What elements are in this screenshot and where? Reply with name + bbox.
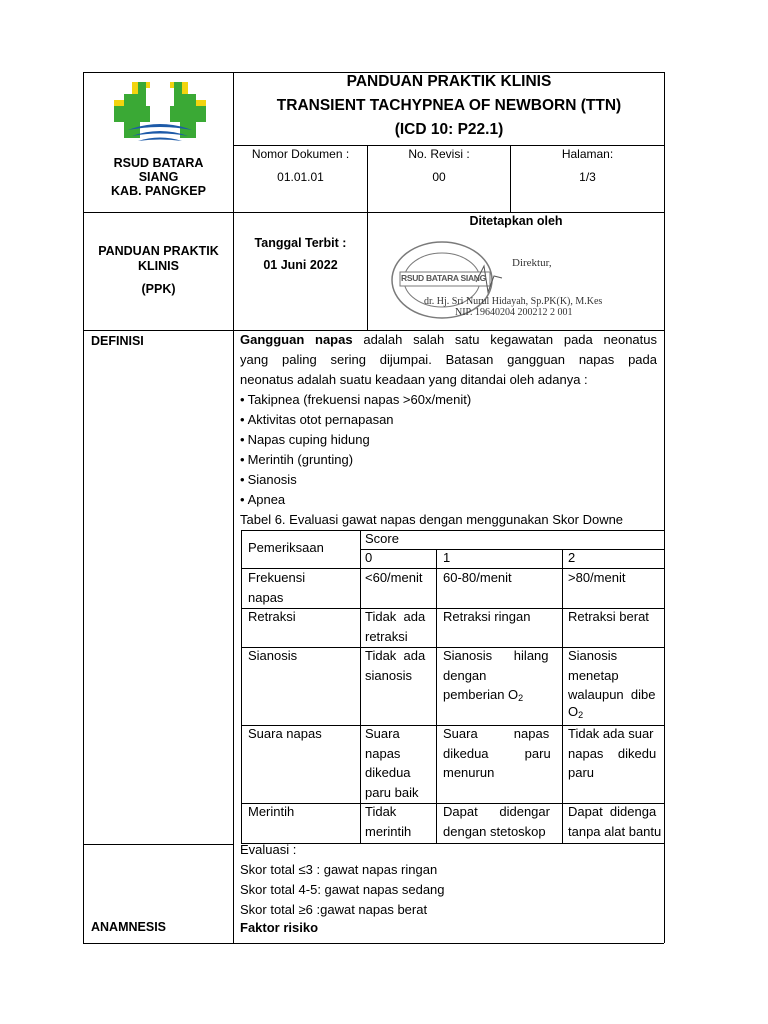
ppk-title: PANDUAN PRAKTIK KLINIS (PPK) — [98, 244, 219, 296]
list-item: • Takipnea (frekuensi napas >60x/menit) — [240, 390, 657, 410]
table-cell: Tidak merintih — [365, 804, 412, 839]
table-cell: Sianosis hilang dengan pemberian $O_2$ — [443, 648, 549, 703]
director-nip: NIP. 19640204 200212 2 001 — [455, 307, 573, 318]
document-title-line3: (ICD 10: P22.1) — [394, 121, 504, 138]
anamnesis-first-item: Faktor risiko — [240, 920, 319, 935]
table-cell: <60/menit — [365, 570, 423, 585]
issue-date-value: 01 Juni 2022 — [263, 258, 338, 272]
section-label-anamnesis: ANAMNESIS — [91, 920, 167, 934]
revision-label: No. Revisi : — [408, 147, 470, 161]
established-by: Ditetapkan oleh — [469, 214, 563, 228]
table-cell: Dapat didengar dengan stetoskop — [443, 804, 550, 839]
table-header-score2: 2 — [568, 550, 576, 565]
table-cell: Suara napas dikedua paru baik — [365, 726, 419, 800]
table-cell: Retraksi berat — [568, 609, 649, 624]
table-cell: Tidak ada retraksi — [365, 609, 426, 644]
table-cell: Frekuensi napas — [248, 570, 306, 605]
stamp-label: RSUD BATARA SIANG — [401, 273, 486, 283]
list-item: Skor total ≤3 : gawat napas ringan — [240, 862, 438, 877]
table-cell: Retraksi ringan — [443, 609, 531, 624]
evaluasi-block: Evaluasi : Skor total ≤3 : gawat napas ringan Skor total 4-5: gawat napas sedang Skor total ≥6 :gawat napas berat — [240, 840, 660, 920]
table-cell: Retraksi — [248, 609, 296, 624]
hospital-name: RSUD BATARA SIANG KAB. PANGKEP — [111, 156, 206, 198]
table-cell: Dapat didenga tanpa alat bantu — [568, 804, 662, 839]
director-name: dr. Hj. Sri Nurul Hidayah, Sp.PK(K), M.Kes — [424, 296, 603, 307]
table-header-exam: Pemeriksaan — [248, 540, 324, 555]
table-cell: >80/menit — [568, 570, 626, 585]
director-label: Direktur, — [512, 257, 552, 269]
list-item: • Apnea — [240, 490, 657, 510]
page-label: Halaman: — [561, 147, 614, 161]
table-cell: Merintih — [248, 804, 295, 819]
table-cell: Sianosis menetap walaupun dibe $O_2$ — [568, 648, 656, 720]
revision-value: 00 — [432, 170, 446, 184]
table-cell: Tidak ada sianosis — [365, 648, 426, 683]
table-cell: Sianosis — [248, 648, 298, 663]
list-item: • Napas cuping hidung — [240, 430, 657, 450]
table-caption: Tabel 6. Evaluasi gawat napas dengan menggunakan Skor Downe — [240, 512, 624, 527]
hospital-logo — [110, 78, 210, 150]
table-cell: Suara napas dikedua paru menurun — [443, 726, 551, 780]
doc-number-value: 01.01.01 — [277, 170, 324, 184]
list-item: • Sianosis — [240, 470, 657, 490]
table-header-score0: 0 — [365, 550, 373, 565]
table-cell: 60-80/menit — [443, 570, 512, 585]
table-header-score1: 1 — [443, 550, 451, 565]
doc-number-label: Nomor Dokumen : — [251, 147, 350, 161]
table-cell: Tidak ada suar napas dikedu paru — [568, 726, 657, 780]
table-cell: Suara napas — [248, 726, 322, 741]
list-item: Skor total 4-5: gawat napas sedang — [240, 882, 445, 897]
section-label-definisi: DEFINISI — [91, 334, 144, 348]
list-item: Skor total ≥6 :gawat napas berat — [240, 902, 428, 917]
list-item: • Merintih (grunting) — [240, 450, 657, 470]
document-title-line2: TRANSIENT TACHYPNEA OF NEWBORN (TTN) — [276, 97, 622, 114]
document-title-line1: PANDUAN PRAKTIK KLINIS — [346, 73, 552, 90]
table-header-score: Score — [365, 531, 399, 546]
issue-date-label: Tanggal Terbit : — [254, 236, 347, 250]
list-item: • Aktivitas otot pernapasan — [240, 410, 657, 430]
definisi-paragraph: Gangguan napas adalah salah satu kegawatan pada neonatus yang paling sering dijumpai. Batasan gangguan napas pada neonatus adalah suatu keadaan yang ditandai oleh adanya : • Takipnea (frekuensi napas >60x/menit) • Aktivitas otot pernapasan • Napas cuping hidung • Merintih (grunting) • Sianosis • Apnea Tabel 6. Evaluasi gawat napas dengan menggunakan Skor Downe — [240, 330, 657, 530]
page-value: 1/3 — [579, 170, 596, 184]
